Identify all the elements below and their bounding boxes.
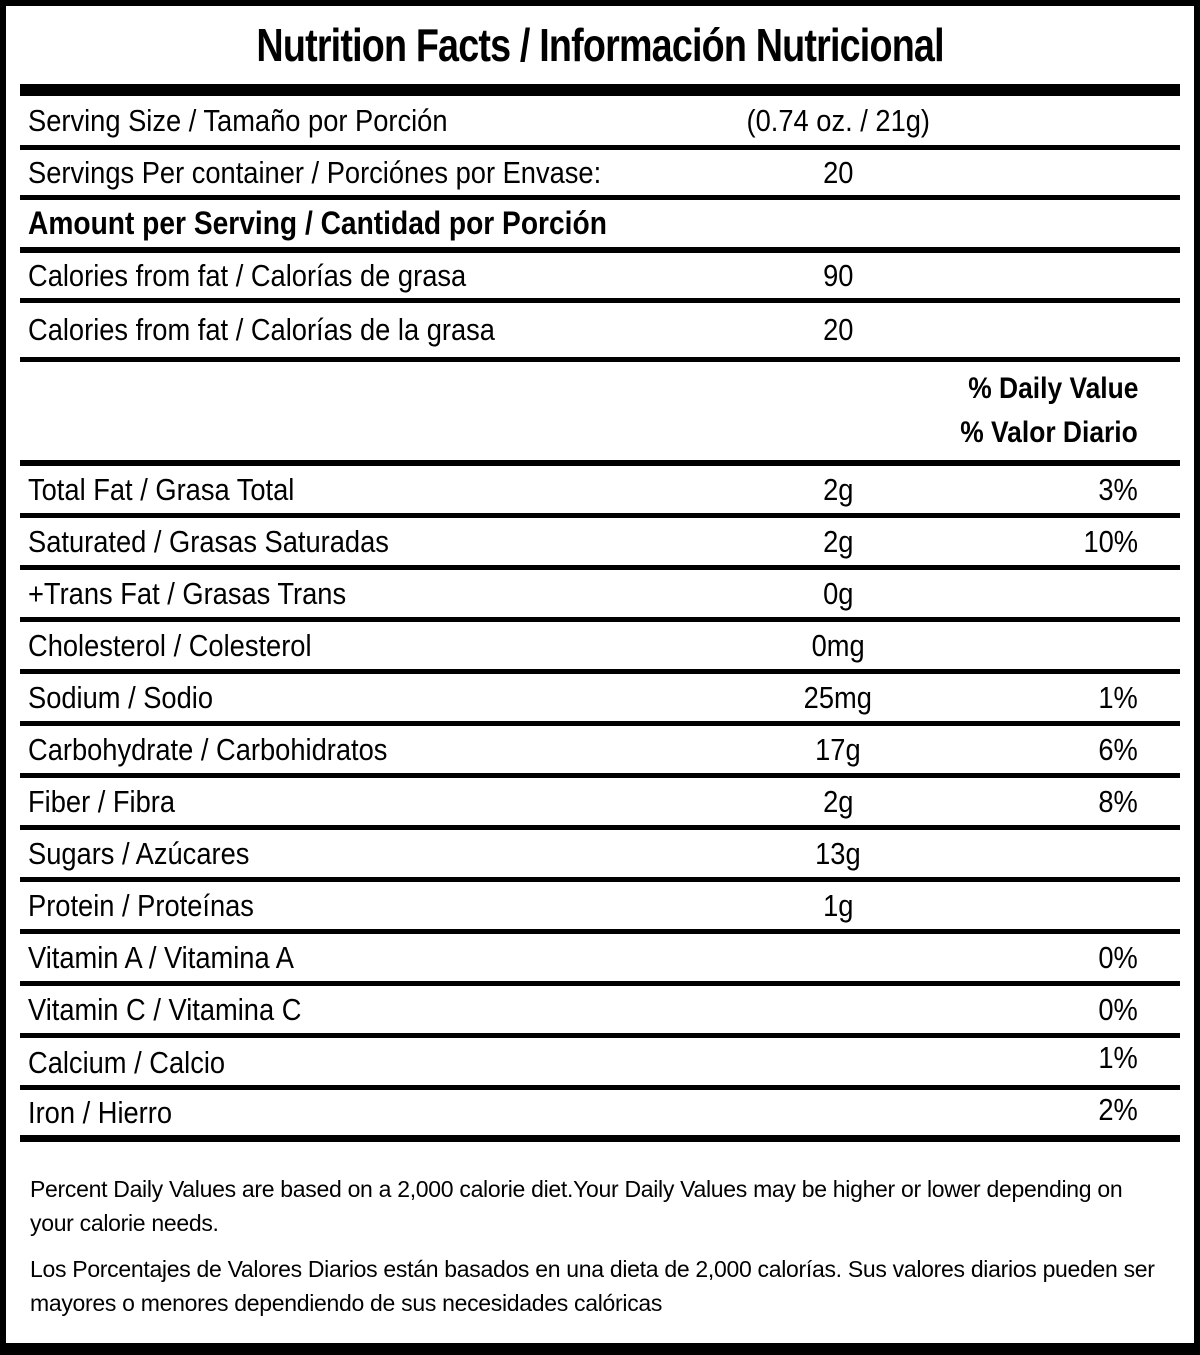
nutrient-amount-cell <box>698 836 978 872</box>
nutrient-name: Sugars / Azúcares <box>28 835 250 871</box>
nutrient-amount: 13g <box>815 835 861 871</box>
nutrient-daily-value-cell <box>978 628 1180 664</box>
nutrient-name: Calcium / Calcio <box>28 1045 226 1080</box>
nutrient-row <box>20 518 1180 570</box>
footnote-english: Percent Daily Values are based on a 2,000 calorie diet.Your Daily Values may be higher or lower depending on your calorie needs. <box>30 1176 1123 1236</box>
nutrient-amount-cell <box>698 732 978 768</box>
title-divider-bar <box>20 84 1180 96</box>
nutrient-label-cell <box>20 1045 698 1081</box>
servings-per-container-label-cell <box>20 155 698 191</box>
nutrient-name: Vitamin C / Vitamina C <box>28 991 302 1027</box>
nutrient-amount-cell <box>698 1044 978 1080</box>
nutrient-daily-value-cell <box>978 940 1180 976</box>
nutrient-amount-cell <box>698 680 978 716</box>
servings-per-container-value-cell <box>698 155 978 191</box>
nutrient-name: +Trans Fat / Grasas Trans <box>28 575 347 611</box>
nutrient-name: Saturated / Grasas Saturadas <box>28 523 389 559</box>
servings-per-container-value: 20 <box>822 154 854 190</box>
nutrient-label-cell <box>20 680 698 716</box>
calories-value-cell-2 <box>698 312 978 348</box>
nutrient-daily-value-cell <box>978 992 1180 1028</box>
nutrient-daily-value-percent: 2% <box>1098 1092 1138 1127</box>
nutrient-name: Cholesterol / Colesterol <box>28 627 312 663</box>
label-header <box>20 6 1180 84</box>
calories-from-fat-value-1: 90 <box>822 257 854 293</box>
nutrient-daily-value-cell <box>978 680 1180 716</box>
servings-per-container-row <box>20 150 1180 200</box>
nutrient-row <box>20 622 1180 674</box>
nutrient-label-cell <box>20 628 698 664</box>
nutrient-daily-value-cell <box>978 784 1180 820</box>
nutrient-amount: 25mg <box>803 679 873 715</box>
nutrient-amount: 17g <box>815 731 861 767</box>
nutrient-amount-cell <box>698 784 978 820</box>
nutrient-label-cell <box>20 992 698 1028</box>
footnote-spanish: Los Porcentajes de Valores Diarios están basados en una dieta de 2,000 calorías. Sus valores diarios pueden ser mayores o menores dependiendo de sus necesidades calóricas <box>30 1256 1155 1316</box>
nutrient-amount: 0mg <box>811 627 865 663</box>
nutrient-amount: 0g <box>822 575 854 611</box>
amount-per-serving-row <box>20 200 1180 253</box>
nutrient-daily-value-cell <box>978 836 1180 872</box>
nutrient-amount-cell <box>698 524 978 560</box>
nutrient-amount-cell <box>698 1095 978 1131</box>
calories-value-cell <box>698 258 978 294</box>
nutrient-amount: 2g <box>822 523 854 559</box>
nutrient-label-cell <box>20 940 698 976</box>
nutrient-row <box>20 466 1180 518</box>
nutrient-name: Sodium / Sodio <box>28 679 214 715</box>
calories-from-fat-row-2 <box>20 303 1180 362</box>
nutrient-label-cell <box>20 784 698 820</box>
nutrient-row <box>20 726 1180 778</box>
nutrient-daily-value-percent: 8% <box>1098 783 1138 819</box>
amount-per-serving-label-cell <box>20 205 1180 242</box>
amount-per-serving-header: Amount per Serving / Cantidad por Porción <box>28 205 607 241</box>
nutrient-amount-cell <box>698 472 978 508</box>
nutrient-daily-value-cell <box>978 1092 1180 1128</box>
nutrient-label-cell <box>20 732 698 768</box>
nutrient-row <box>20 934 1180 986</box>
nutrient-label-cell <box>20 888 698 924</box>
nutrient-row <box>20 1090 1180 1142</box>
calories-from-fat-label-1: Calories from fat / Calorías de grasa <box>28 257 467 293</box>
nutrient-label-cell <box>20 836 698 872</box>
nutrient-amount: 2g <box>822 783 854 819</box>
nutrient-name: Total Fat / Grasa Total <box>28 471 295 507</box>
calories-from-fat-row-1 <box>20 253 1180 303</box>
nutrient-row <box>20 674 1180 726</box>
serving-size-value-cell <box>698 103 978 139</box>
nutrient-daily-value-cell <box>978 524 1180 560</box>
nutrient-daily-value-cell <box>978 472 1180 508</box>
servings-per-container-label: Servings Per container / Porciónes por Envase: <box>28 154 602 190</box>
nutrient-daily-value-percent: 0% <box>1098 939 1138 975</box>
nutrient-amount-cell <box>698 576 978 612</box>
nutrient-daily-value-cell <box>978 576 1180 612</box>
nutrient-row <box>20 986 1180 1038</box>
serving-size-row <box>20 96 1180 150</box>
nutrient-label-cell <box>20 1095 698 1131</box>
calories-label-cell-2 <box>20 312 698 348</box>
nutrient-daily-value-percent: 10% <box>1083 523 1138 559</box>
nutrient-daily-value-percent: 0% <box>1098 991 1138 1027</box>
daily-value-header-en: % Daily Value <box>967 372 1138 405</box>
calories-from-fat-label-2: Calories from fat / Calorías de la grasa <box>28 312 495 347</box>
nutrient-amount-cell <box>698 888 978 924</box>
nutrient-daily-value-percent: 6% <box>1098 731 1138 767</box>
serving-size-label: Serving Size / Tamaño por Porción <box>28 102 448 138</box>
nutrient-amount: 1g <box>822 887 854 923</box>
nutrient-name: Vitamin A / Vitamina A <box>28 939 294 975</box>
serving-size-label-cell <box>20 103 698 139</box>
nutrient-amount: 2g <box>822 471 854 507</box>
daily-value-header <box>20 362 1180 466</box>
calories-label-cell <box>20 258 698 294</box>
serving-size-value: (0.74 oz. / 21g) <box>746 102 930 138</box>
nutrient-daily-value-cell <box>978 732 1180 768</box>
nutrient-daily-value-percent: 3% <box>1098 471 1138 507</box>
calories-from-fat-value-2: 20 <box>822 312 854 347</box>
nutrient-row <box>20 1038 1180 1090</box>
nutrient-row <box>20 570 1180 622</box>
nutrient-label-cell <box>20 576 698 612</box>
nutrient-daily-value-percent: 1% <box>1098 679 1138 715</box>
nutrient-daily-value-cell <box>978 1040 1180 1076</box>
nutrient-name: Fiber / Fibra <box>28 783 176 819</box>
daily-value-header-es: % Valor Diario <box>960 416 1138 449</box>
footnotes-section <box>20 1172 1180 1320</box>
nutrient-row <box>20 830 1180 882</box>
nutrient-amount-cell <box>698 992 978 1028</box>
nutrient-name: Protein / Proteínas <box>28 887 254 923</box>
nutrient-amount-cell <box>698 940 978 976</box>
nutrient-row <box>20 778 1180 830</box>
nutrient-label-cell <box>20 472 698 508</box>
nutrient-daily-value-percent: 1% <box>1098 1040 1138 1075</box>
nutrient-name: Carbohydrate / Carbohidratos <box>28 731 388 767</box>
label-title: Nutrition Facts / Información Nutricional <box>256 19 944 71</box>
nutrient-rows-section <box>20 466 1180 1142</box>
nutrient-daily-value-cell <box>978 888 1180 924</box>
nutrient-name: Iron / Hierro <box>28 1095 173 1130</box>
nutrient-label-cell <box>20 524 698 560</box>
nutrient-row <box>20 882 1180 934</box>
nutrient-amount-cell <box>698 628 978 664</box>
